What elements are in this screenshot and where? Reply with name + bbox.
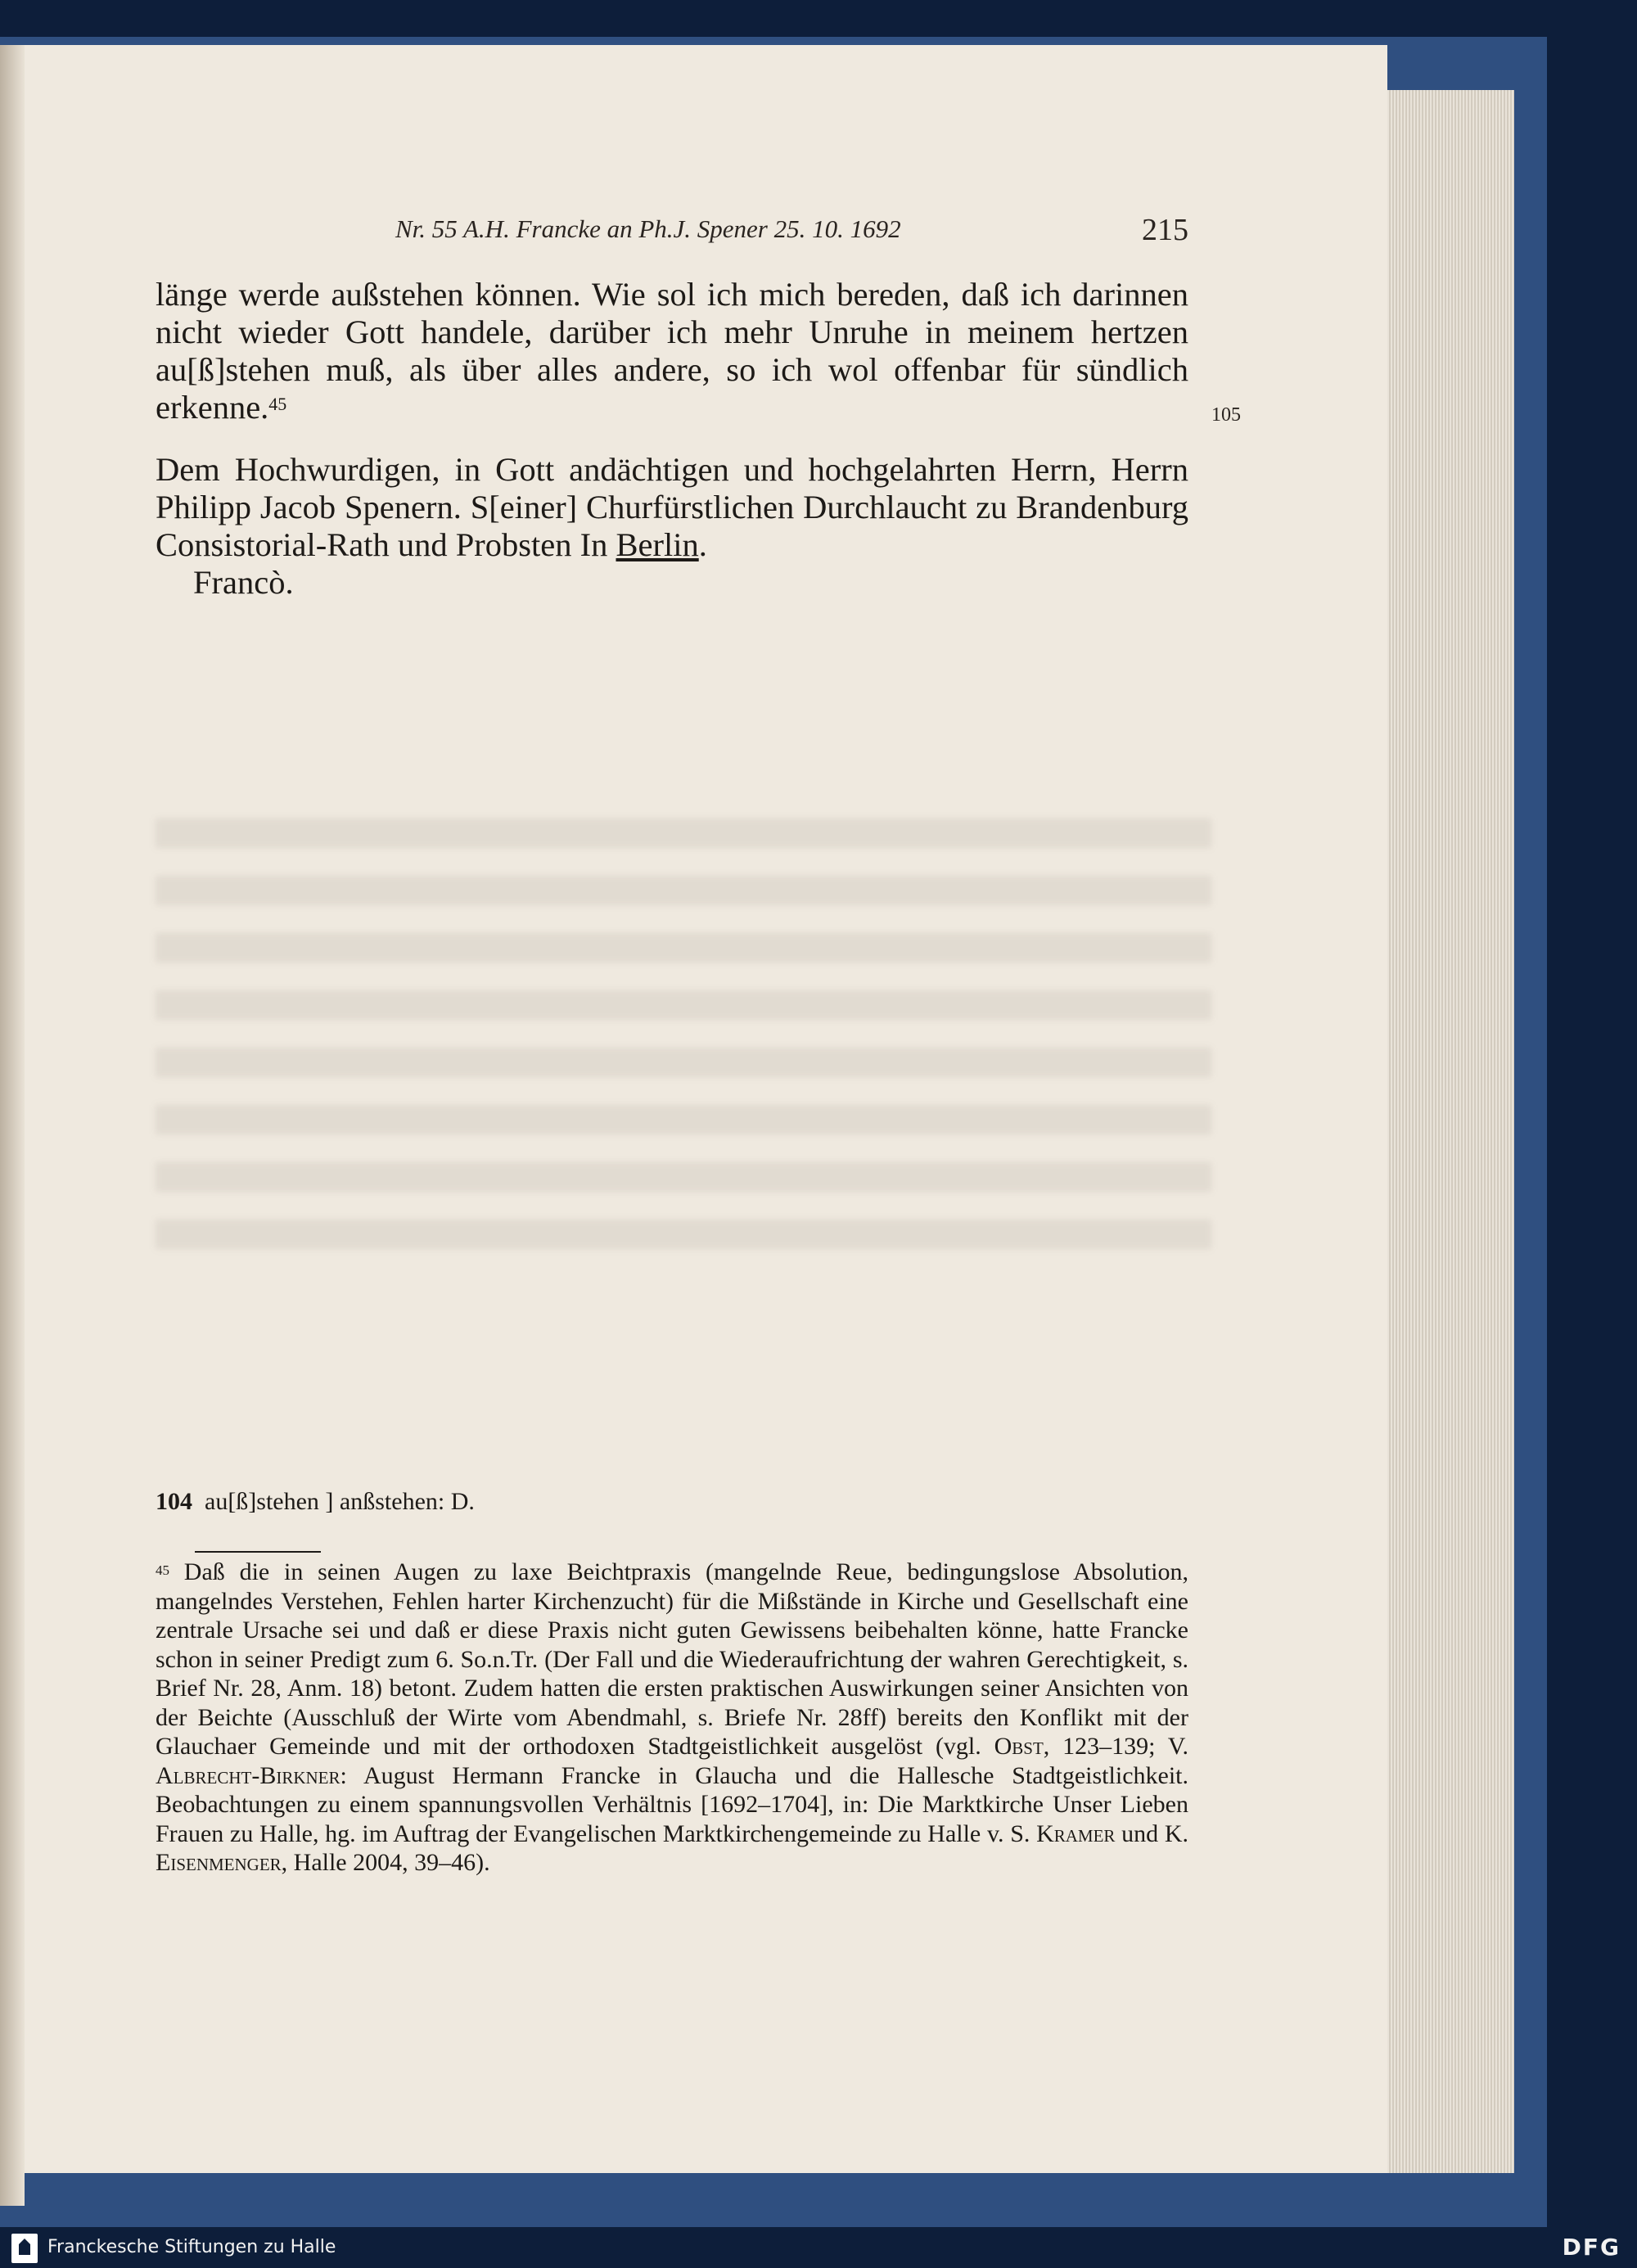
apparatus-line-number: 104 <box>156 1488 192 1515</box>
running-head-title: Nr. 55 A.H. Francke an Ph.J. Spener 25. 10. 1692 <box>395 214 901 243</box>
footnote-text: , 123–139; V. <box>1043 1733 1188 1760</box>
footnote-text: und K. <box>1115 1819 1188 1847</box>
address-period: . <box>698 526 707 563</box>
page-number: 215 <box>1142 213 1188 247</box>
footnote-author: Eisenmenger <box>156 1849 282 1876</box>
show-through-line <box>156 1105 1211 1134</box>
footnote-reference: 45 <box>268 394 287 414</box>
institution-logo-icon <box>11 2234 38 2263</box>
viewer-footer-bar <box>0 2227 1637 2268</box>
show-through-line <box>156 876 1211 905</box>
show-through-line <box>156 1220 1211 1249</box>
left-page-edge <box>0 45 25 2206</box>
letter-closing-paragraph <box>156 276 1188 426</box>
show-through-line <box>156 1162 1211 1192</box>
institution-name[interactable]: Franckesche Stiftungen zu Halle <box>47 2237 336 2257</box>
apparatus-entry: au[ß]stehen ] anßstehen: D. <box>205 1488 475 1515</box>
footnote-rule <box>195 1551 321 1553</box>
footnote-text: Daß die in seinen Augen zu laxe Beichtpraxis (mangelnde Reue, bedingungslose Absolution, mangelndes Verstehen, Fehlen harter Kirchenzucht) für die Mißstände in Kirche und Gesellschaft eine zentrale Ursache sei und daß er diese Praxis nicht guten Gewissens beibehalten könne, hatte Francke schon in seiner Predigt zum 6. So.n.Tr. (Der Fall und die Wiederaufrichtung der wahren Gerechtigkeit, s. Brief Nr. 28, Anm. 18) betont. Zudem hatten die ersten praktischen Auswirkungen seiner Ansichten von der Beichte (Ausschluß der Wirte vom Abendmahl, s. Briefe Nr. 28ff) bereits den Konflikt mit der Glauchaer Gemeinde und mit der orthodoxen Stadtgeistlichkeit ausgelöst (vgl. <box>156 1558 1188 1760</box>
address-block <box>156 451 1188 602</box>
footnote-author: Albrecht-Birkner <box>156 1761 340 1789</box>
footnote-text: : August Hermann Francke in Glaucha und die Hallesche Stadtgeistlichkeit. Beobachtungen zu einem spannungsvollen Verhältnis [1692–1704], in: Die Marktkirche Unser Lieben Frauen zu Halle, hg. im Auftrag der Evangelischen Marktkirchengemeinde zu Halle v. S. <box>156 1761 1188 1847</box>
critical-apparatus <box>156 1488 475 1516</box>
show-through-line <box>156 818 1211 848</box>
show-through-line <box>156 933 1211 963</box>
show-through-line <box>156 990 1211 1020</box>
dfg-logo: DFG <box>1562 2234 1621 2261</box>
show-through-line <box>156 1048 1211 1077</box>
footnote-text: , Halle 2004, 39–46). <box>281 1849 490 1876</box>
footnote-author: Kramer <box>1036 1819 1116 1847</box>
margin-line-number: 105 <box>1211 404 1241 426</box>
footnote-number: 45 <box>156 1562 169 1578</box>
page-stack-edges <box>1387 90 1514 2173</box>
footnote-author: Obst <box>994 1733 1044 1760</box>
address-city: Berlin <box>616 526 699 563</box>
address-text: Dem Hochwurdigen, in Gott andächtigen und hochgelahrten Herrn, Herrn Philipp Jacob Spenern. S[einer] Churfürstlichen Durchlaucht zu Brandenburg Consistorial-Rath und Probsten In <box>156 451 1188 563</box>
paragraph-text: länge werde außstehen können. Wie sol ich mich bereden, daß ich darinnen nicht wieder Gott handele, darüber ich mehr Unruhe in meinem hertzen au[ß]stehen muß, als über alles andere, so ich wol offenbar für sündlich erkenne. <box>156 276 1188 426</box>
franco-note: Francò. <box>193 564 294 601</box>
footnote-45 <box>156 1558 1188 1878</box>
